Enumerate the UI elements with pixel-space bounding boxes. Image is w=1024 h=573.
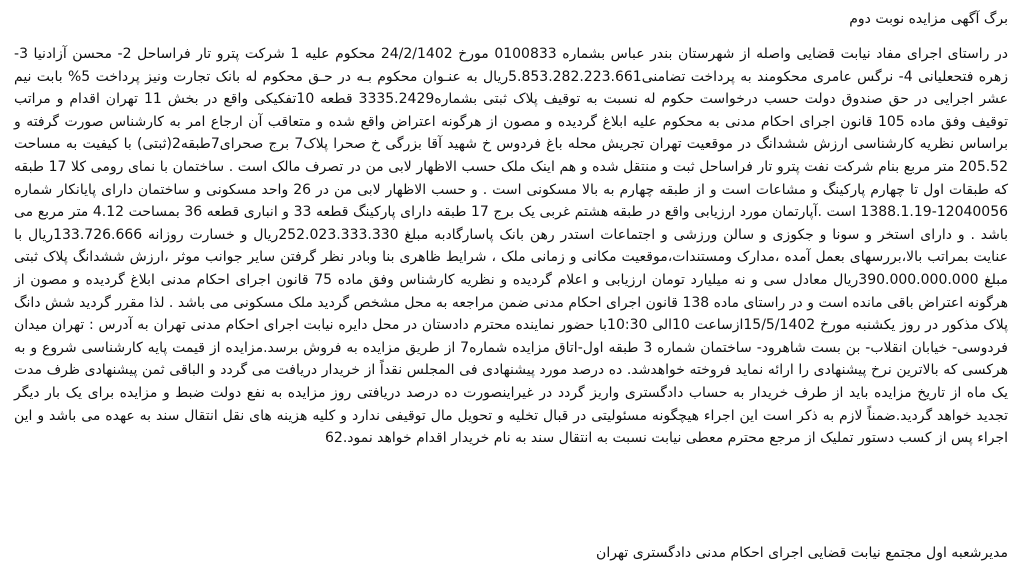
notice-signature: مدیرشعبه اول مجتمع نیابت قضایی اجرای احکام مدنی دادگستری تهران <box>596 545 1008 561</box>
notice-title: برگ آگهی مزایده نوبت دوم <box>849 11 1008 27</box>
auction-notice <box>14 10 1008 565</box>
notice-body-text: در راستای اجرای مفاد نیابت قضایی واصله از شهرستان بندر عباس بشماره 0100833 مورخ 24/2/1402 محکوم علیه 1 شرکت پترو تار فراساحل 2- محسن آزادنیا 3- زهره فتحعلیانی 4- نرگس عامری محکومند به پرداخت تضامنی5.853.282.223.661ریال به عنـوان محکوم بـه در حـق محکوم له بانک تجارت ونیز پرداخت 5% بابت نیم عشر اجرایی در حق صندوق دولت حسب درخواست حکوم له نسبت به توقیف پلاک ثبتی بشماره3335.2429 قطعه 10تفکیکی واقع در بخش 11 تهران اقدام و مراتب توقیف وفق ماده 105 قانون اجرای احکام مدنی به محکوم علیه ابلاغ گردیده و مصون از هرگونه اعتراض واقع شده و متعاقب آن ارجاع امر به کارشناس صورت گرفته و براساس نظریه کارشناسی ارزش ششدانگ در موقعیت تهران تجریش محله باغ فردوس خ شهید آقا بزرگی خ صحرا پلاک7 برج صحرای7طبقه2(ثبتی) با کیفیت به مساحت 205.52 متر مربع بنام شرکت نفت پترو تار فراساحل ثبت و منتقل شده و هم اینک ملک حسب الاظهار لابی من در تصرف مالک است . ساختمان با نمای رومی کلا 17 طبقه که طبقات اول تا چهارم پارکینگ و مشاعات است و از طبقه چهارم به بالا مسکونی است . و حسب الاظهار لابی من در 26 واحد مسکونی و ساختمان دارای پایانکار شماره 12040056-1388.1.19 است .آپارتمان مورد ارزیابی واقع در طبقه هشتم غربی یک برج 17 طبقه دارای پارکینگ قطعه 33 و انباری قطعه 36 بمساحت 4.12 متر مربع می باشد . و دارای استخر و سونا و جکوزی و سالن ورزشی و اجتماعات استدر رهن بانک پاسارگادبه مبلغ 252.023.333.330ریال و خسارت روزانه 133.726.666ریال با عنایت بمراتب بالا،بررسهای بعمل آمده ،مدارک ومستندات،موقعیت مکانی و زمانی ملک ، شرایط ظاهری بنا وبادر نظر گرفتن سایر جوانب موثر ،ارزش ششدانگ پلاک ثبتی مبلغ 390.000.000.000ریال معادل سی و نه میلیارد تومان ارزیابی و اعلام گردیده و نظریه کارشناس وفق ماده 75 قانون اجرای احکام مدنی ابلاغ گردیده و مصون از هرگونه اعتراض باقی مانده است و در راستای ماده 138 قانون اجرای احکام مدنی ضمن مراجعه به محل مشخص گردید ملک مسکونی می باشد . لذا مقرر گردید شش دانگ پلاک مذکور در روز یکشنبه مورخ 15/5/1402ازساعت 10الی 10:30با حضور نماینده محترم دادستان در محل دایره نیابت اجرای احکام مدنی تهران به آدرس : تهران میدان فردوسی- خیابان انقلاب- بن بست شاهرود- ساختمان شماره 3 طبقه اول-اتاق مزایده شماره7 از طریق مزایده به فروش برسد.مزایده از قیمت پایه کارشناسی شروع و به هرکسی که بالاترین نرخ پیشنهادی را ارائه نماید فروخته خواهدشد. ده درصد مورد پیشنهادی فی المجلس نقداً از خریدار دریافت می گردد و الباقی ثمن پیشنهادی ظرف مدت یک ماه از تاریخ مزایده باید از طرف خریدار به حساب دادگستری واریز گردد در غیراینصورت ده درصد دریافتی روز مزایده به نفع دولت ضبط و مزایده برای یک بار دیگر تجدید خواهد گردید.ضمناً لازم به ذکر است این اجراء هیچگونه مسئولیتی در قبال تخلیه و تحویل مال توقیفی ندارد و کلیه هزینه های نقل انتقال سند به عهده می باشد و این اجراء پس از کسب دستور تملیک از مرجع محترم معطی نیابت نسبت به انتقال سند به نام خریدار اقدام خواهد نمود.62 <box>14 46 1009 447</box>
